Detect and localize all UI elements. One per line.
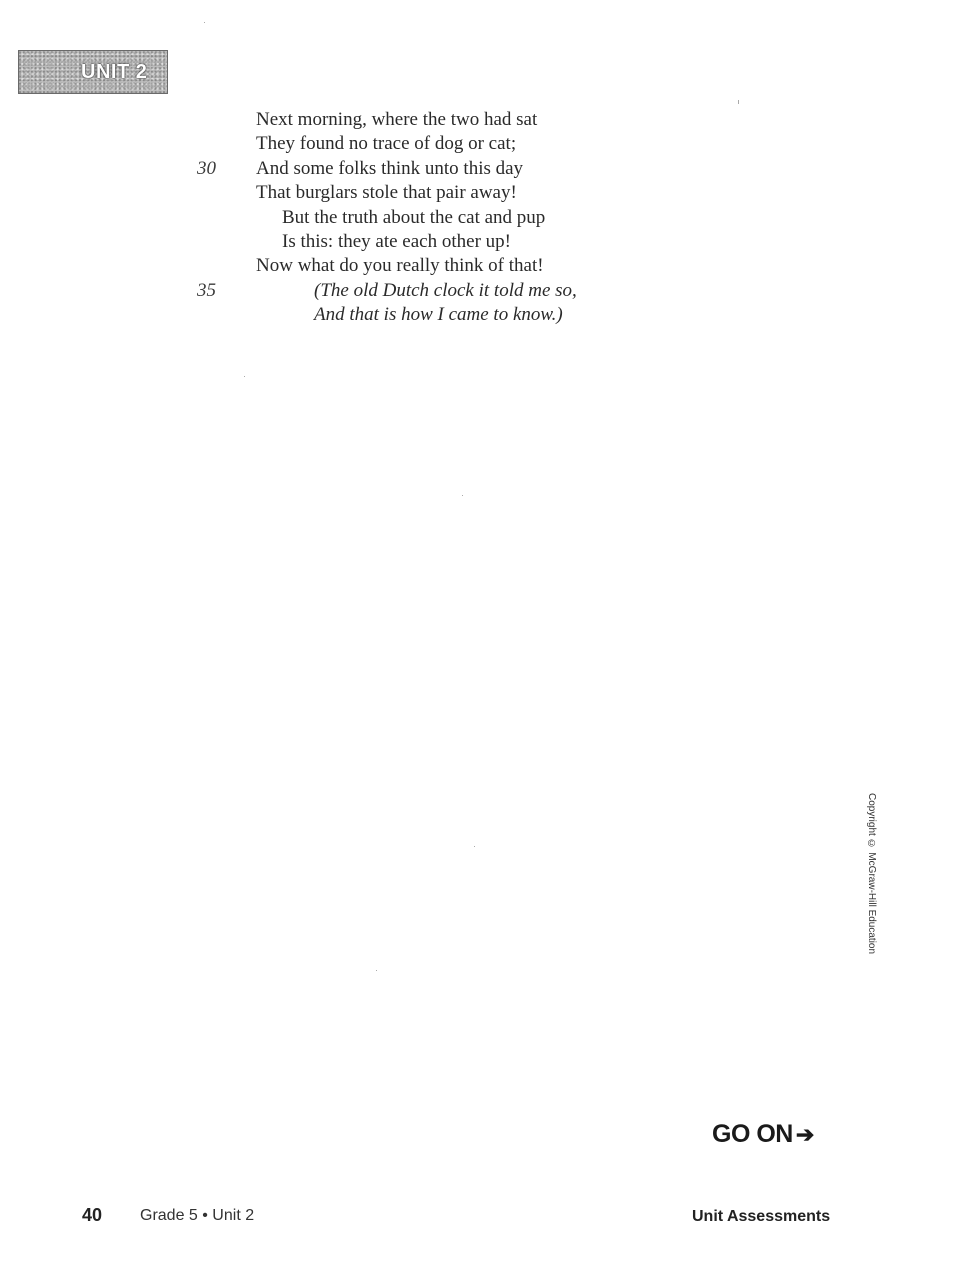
line-text: That burglars stole that pair away!	[256, 182, 517, 204]
poem-line	[0, 206, 700, 230]
scan-speck	[462, 495, 463, 496]
poem-line	[0, 230, 700, 254]
line-text: But the truth about the cat and pup	[282, 206, 546, 228]
poem-line	[0, 157, 700, 181]
scan-speck	[244, 376, 245, 377]
poem-line	[0, 181, 700, 205]
grade-info: Grade 5 • Unit 2	[140, 1207, 255, 1224]
section-title: Unit Assessments	[692, 1208, 831, 1225]
poem-line	[0, 279, 700, 303]
line-text: (The old Dutch clock it told me so,	[314, 279, 577, 301]
unit-tab	[18, 50, 168, 94]
copyright-notice: Copyright © McGraw-Hill Education	[866, 793, 877, 955]
poem-line	[0, 108, 700, 132]
scan-speck	[738, 100, 739, 104]
line-text: Is this: they ate each other up!	[282, 230, 511, 252]
line-number: 30	[197, 157, 216, 179]
poem-line	[0, 132, 700, 156]
go-on-label: GO ON	[712, 1120, 793, 1148]
arrow-right-icon: ➔	[795, 1122, 814, 1147]
scan-speck	[376, 970, 377, 971]
go-on-prompt	[712, 1120, 814, 1149]
poem-line	[0, 254, 700, 278]
line-text: Next morning, where the two had sat	[256, 109, 538, 130]
line-number: 35	[197, 279, 216, 301]
poem	[0, 108, 700, 328]
page-number: 40	[82, 1205, 103, 1225]
line-text: And that is how I came to know.)	[314, 304, 563, 326]
scan-speck	[204, 22, 205, 23]
poem-line	[0, 303, 700, 327]
line-text: Now what do you really think of that!	[256, 255, 544, 277]
line-text: And some folks think unto this day	[256, 157, 524, 179]
unit-label: UNIT 2	[81, 61, 148, 83]
scan-speck	[474, 846, 475, 847]
line-text: They found no trace of dog or cat;	[256, 133, 517, 155]
